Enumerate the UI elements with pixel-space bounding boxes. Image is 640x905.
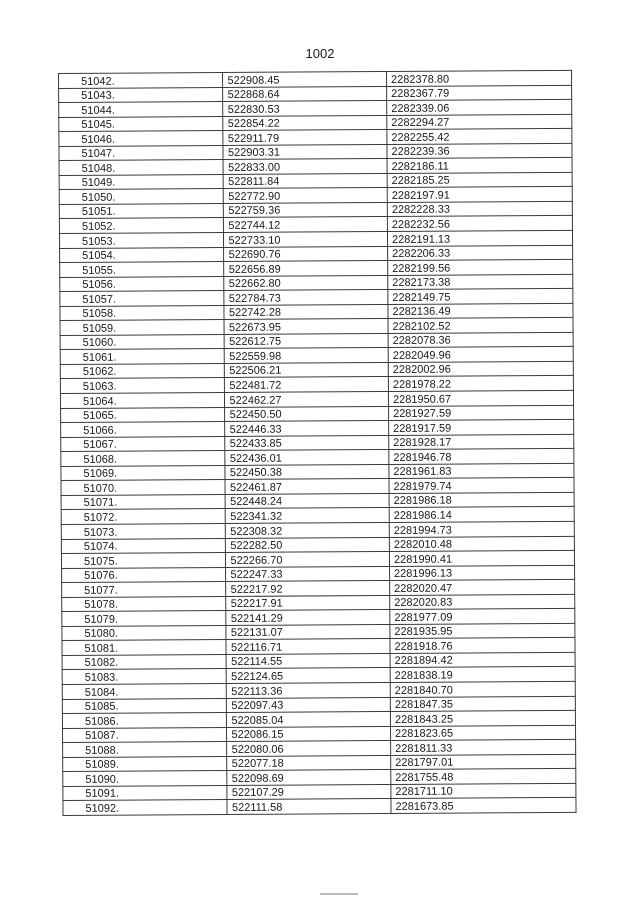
x-coordinate-cell: 522742.28 (224, 304, 388, 320)
y-coordinate-cell: 2281673.85 (391, 798, 576, 814)
x-coordinate-cell: 522784.73 (224, 290, 388, 306)
x-coordinate-cell: 522113.36 (227, 682, 391, 698)
point-number-cell: 51071. (61, 494, 226, 510)
x-coordinate-cell: 522612.75 (225, 333, 389, 349)
point-number-cell: 51080. (62, 625, 227, 641)
point-number-cell: 51066. (61, 422, 226, 438)
point-number-cell: 51068. (61, 451, 226, 467)
y-coordinate-cell: 2281977.09 (390, 609, 575, 625)
point-number-cell: 51090. (63, 771, 228, 787)
y-coordinate-cell: 2281935.95 (390, 623, 575, 639)
y-coordinate-cell: 2282199.56 (388, 259, 573, 275)
x-coordinate-cell: 522854.22 (223, 115, 387, 131)
y-coordinate-cell: 2282206.33 (388, 245, 573, 261)
point-number-cell: 51044. (59, 102, 224, 118)
y-coordinate-cell: 2281711.10 (391, 783, 576, 799)
x-coordinate-cell: 522116.71 (226, 639, 390, 655)
x-coordinate-cell: 522080.06 (227, 741, 391, 757)
point-number-cell: 51083. (62, 669, 227, 685)
point-number-cell: 51085. (62, 698, 227, 714)
y-coordinate-cell: 2281840.70 (390, 681, 575, 697)
x-coordinate-cell: 522662.80 (224, 275, 388, 291)
y-coordinate-cell: 2282049.96 (388, 347, 573, 363)
y-coordinate-cell: 2281894.42 (390, 652, 575, 668)
x-coordinate-cell: 522461.87 (225, 479, 389, 495)
y-coordinate-cell: 2281927.59 (389, 405, 574, 421)
y-coordinate-cell: 2282367.79 (387, 85, 572, 101)
x-coordinate-cell: 522266.70 (226, 552, 390, 568)
point-number-cell: 51074. (61, 538, 226, 554)
table-row (63, 798, 576, 816)
x-coordinate-cell: 522506.21 (225, 362, 389, 378)
x-coordinate-cell: 522450.50 (225, 406, 389, 422)
point-number-cell: 51072. (61, 509, 226, 525)
point-number-cell: 51078. (62, 596, 227, 612)
point-number-cell: 51056. (60, 276, 225, 292)
x-coordinate-cell: 522114.55 (227, 653, 391, 669)
y-coordinate-cell: 2282191.13 (387, 230, 572, 246)
coordinates-table-body (59, 70, 577, 815)
point-number-cell: 51065. (61, 407, 226, 423)
point-number-cell: 51079. (62, 611, 227, 627)
y-coordinate-cell: 2281946.78 (389, 449, 574, 465)
y-coordinate-cell: 2282136.49 (388, 303, 573, 319)
x-coordinate-cell: 522481.72 (225, 377, 389, 393)
point-number-cell: 51062. (60, 363, 225, 379)
y-coordinate-cell: 2281823.65 (390, 725, 575, 741)
x-coordinate-cell: 522124.65 (227, 668, 391, 684)
point-number-cell: 51086. (62, 713, 227, 729)
x-coordinate-cell: 522141.29 (226, 610, 390, 626)
point-number-cell: 51077. (62, 582, 227, 598)
y-coordinate-cell: 2281847.35 (390, 696, 575, 712)
point-number-cell: 51082. (62, 654, 227, 670)
y-coordinate-cell: 2281917.59 (389, 419, 574, 435)
point-number-cell: 51047. (59, 145, 224, 161)
x-coordinate-cell: 522247.33 (226, 566, 390, 582)
x-coordinate-cell: 522903.31 (223, 144, 387, 160)
point-number-cell: 51073. (61, 523, 226, 539)
y-coordinate-cell: 2281994.73 (389, 521, 574, 537)
y-coordinate-cell: 2281838.19 (390, 667, 575, 683)
point-number-cell: 51053. (59, 233, 224, 249)
x-coordinate-cell: 522462.27 (225, 392, 389, 408)
x-coordinate-cell: 522436.01 (225, 450, 389, 466)
point-number-cell: 51057. (60, 291, 225, 307)
x-coordinate-cell: 522744.12 (224, 217, 388, 233)
y-coordinate-cell: 2282228.33 (387, 201, 572, 217)
x-coordinate-cell: 522086.15 (227, 726, 391, 742)
point-number-cell: 51048. (59, 160, 224, 176)
x-coordinate-cell: 522450.38 (225, 464, 389, 480)
point-number-cell: 51052. (59, 218, 224, 234)
point-number-cell: 51046. (59, 131, 224, 147)
y-coordinate-cell: 2281950.67 (388, 390, 573, 406)
y-coordinate-cell: 2282020.83 (390, 594, 575, 610)
y-coordinate-cell: 2281918.76 (390, 638, 575, 654)
y-coordinate-cell: 2282173.38 (388, 274, 573, 290)
x-coordinate-cell: 522656.89 (224, 261, 388, 277)
x-coordinate-cell: 522559.98 (225, 348, 389, 364)
y-coordinate-cell: 2282255.42 (387, 129, 572, 145)
y-coordinate-cell: 2281996.13 (389, 565, 574, 581)
point-number-cell: 51063. (60, 378, 225, 394)
y-coordinate-cell: 2281797.01 (391, 754, 576, 770)
y-coordinate-cell: 2282185.25 (387, 172, 572, 188)
y-coordinate-cell: 2281979.74 (389, 478, 574, 494)
x-coordinate-cell: 522217.91 (226, 595, 390, 611)
point-number-cell: 51070. (61, 480, 226, 496)
point-number-cell: 51088. (63, 742, 228, 758)
y-coordinate-cell: 2281811.33 (391, 740, 576, 756)
y-coordinate-cell: 2282020.47 (390, 579, 575, 595)
x-coordinate-cell: 522446.33 (225, 421, 389, 437)
point-number-cell: 51089. (63, 756, 228, 772)
coordinates-table (58, 70, 577, 816)
x-coordinate-cell: 522833.00 (224, 159, 388, 175)
x-coordinate-cell: 522830.53 (223, 101, 387, 117)
point-number-cell: 51042. (59, 72, 224, 88)
x-coordinate-cell: 522085.04 (227, 712, 391, 728)
x-coordinate-cell: 522911.79 (223, 130, 387, 146)
point-number-cell: 51081. (62, 640, 227, 656)
x-coordinate-cell: 522097.43 (227, 697, 391, 713)
point-number-cell: 51055. (60, 262, 225, 278)
point-number-cell: 51060. (60, 334, 225, 350)
y-coordinate-cell: 2282197.91 (387, 187, 572, 203)
point-number-cell: 51067. (61, 436, 226, 452)
point-number-cell: 51064. (60, 393, 225, 409)
point-number-cell: 51084. (62, 683, 227, 699)
x-coordinate-cell: 522868.64 (223, 86, 387, 102)
y-coordinate-cell: 2281843.25 (390, 710, 575, 726)
y-coordinate-cell: 2281986.18 (389, 492, 574, 508)
y-coordinate-cell: 2282239.36 (387, 143, 572, 159)
point-number-cell: 51049. (59, 174, 224, 190)
y-coordinate-cell: 2282149.75 (388, 289, 573, 305)
y-coordinate-cell: 2281961.83 (389, 463, 574, 479)
x-coordinate-cell: 522673.95 (224, 319, 388, 335)
point-number-cell: 51075. (61, 553, 226, 569)
y-coordinate-cell: 2281986.14 (389, 507, 574, 523)
y-coordinate-cell: 2282010.48 (389, 536, 574, 552)
point-number-cell: 51069. (61, 465, 226, 481)
x-coordinate-cell: 522908.45 (223, 71, 387, 87)
point-number-cell: 51043. (59, 87, 224, 103)
point-number-cell: 51091. (63, 785, 228, 801)
x-coordinate-cell: 522111.58 (227, 799, 391, 815)
y-coordinate-cell: 2282232.56 (387, 216, 572, 232)
x-coordinate-cell: 522282.50 (226, 537, 390, 553)
page-number: 1002 (305, 46, 335, 61)
y-coordinate-cell: 2282378.80 (386, 70, 571, 86)
x-coordinate-cell: 522098.69 (227, 770, 391, 786)
x-coordinate-cell: 522107.29 (227, 784, 391, 800)
y-coordinate-cell: 2281990.41 (389, 550, 574, 566)
y-coordinate-cell: 2281978.22 (388, 376, 573, 392)
y-coordinate-cell: 2282294.27 (387, 114, 572, 130)
x-coordinate-cell: 522341.32 (226, 508, 390, 524)
point-number-cell: 51061. (60, 349, 225, 365)
x-coordinate-cell: 522077.18 (227, 755, 391, 771)
point-number-cell: 51087. (63, 727, 228, 743)
x-coordinate-cell: 522772.90 (224, 188, 388, 204)
x-coordinate-cell: 522131.07 (226, 624, 390, 640)
point-number-cell: 51059. (60, 320, 225, 336)
x-coordinate-cell: 522308.32 (226, 522, 390, 538)
x-coordinate-cell: 522433.85 (225, 435, 389, 451)
scan-mark (320, 893, 358, 895)
x-coordinate-cell: 522448.24 (226, 493, 390, 509)
y-coordinate-cell: 2282102.52 (388, 318, 573, 334)
point-number-cell: 51054. (60, 247, 225, 263)
y-coordinate-cell: 2282339.06 (387, 99, 572, 115)
x-coordinate-cell: 522217.92 (226, 581, 390, 597)
point-number-cell: 51092. (63, 800, 228, 816)
x-coordinate-cell: 522759.36 (224, 202, 388, 218)
y-coordinate-cell: 2281755.48 (391, 769, 576, 785)
point-number-cell: 51076. (62, 567, 227, 583)
y-coordinate-cell: 2282186.11 (387, 158, 572, 174)
y-coordinate-cell: 2282002.96 (388, 361, 573, 377)
x-coordinate-cell: 522690.76 (224, 246, 388, 262)
point-number-cell: 51058. (60, 305, 225, 321)
x-coordinate-cell: 522811.84 (224, 173, 388, 189)
point-number-cell: 51050. (59, 189, 224, 205)
point-number-cell: 51051. (59, 203, 224, 219)
x-coordinate-cell: 522733.10 (224, 232, 388, 248)
y-coordinate-cell: 2281928.17 (389, 434, 574, 450)
point-number-cell: 51045. (59, 116, 224, 132)
y-coordinate-cell: 2282078.36 (388, 332, 573, 348)
